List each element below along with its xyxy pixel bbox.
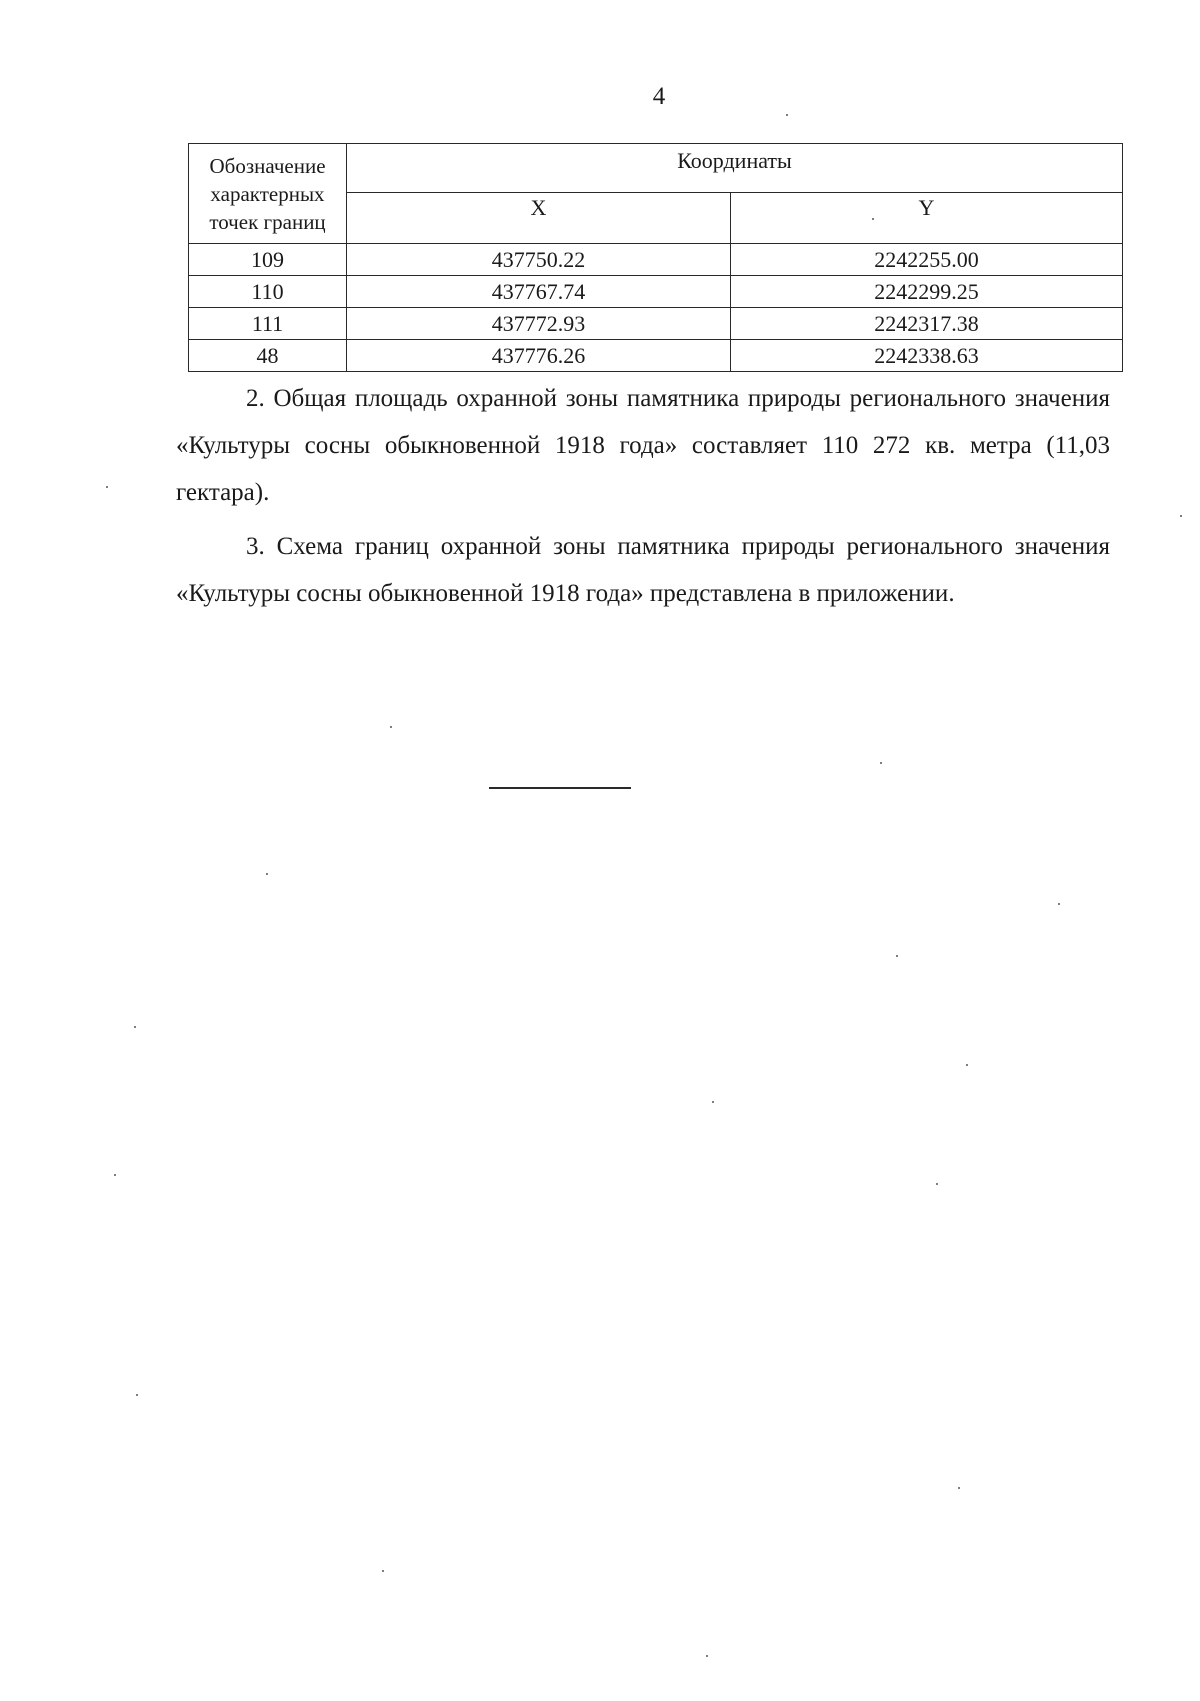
paragraph-boundary-scheme: 3. Схема границ охранной зоны памятника природы регионального значения «Культуры сосны обыкновенной 1918 года» представлена в приложении. [176,533,1110,607]
scan-speck [106,486,108,488]
table-row [189,308,1123,340]
x-cell: 437776.26 [347,340,731,372]
page-number: 4 [652,83,666,110]
scan-speck [786,114,788,116]
table-row [189,244,1123,276]
scan-speck [712,1101,714,1103]
scan-speck [1180,515,1182,517]
scan-speck [706,1655,708,1657]
scan-speck [958,1487,960,1489]
y-cell: 2242255.00 [731,244,1123,276]
y-cell: 2242338.63 [731,340,1123,372]
table-row [189,340,1123,372]
scan-speck [1058,903,1060,905]
y-column-header: Y [731,193,1123,244]
scan-speck [134,1026,136,1028]
scan-speck [896,955,898,957]
scan-speck [136,1394,138,1396]
y-cell: 2242299.25 [731,276,1123,308]
scan-speck [390,726,392,728]
scan-speck [936,1183,938,1185]
point-cell: 109 [189,244,347,276]
paragraph-total-area: 2. Общая площадь охранной зоны памятника природы регионального значения «Культуры сосны обыкновенной 1918 года» составляет 110 272 кв. метра (11,03 гектара). [176,385,1110,506]
table-row [189,276,1123,308]
point-cell: 48 [189,340,347,372]
end-of-text-rule [489,787,631,789]
coordinates-header: Координаты [347,144,1123,193]
scan-speck [966,1064,968,1066]
y-cell: 2242317.38 [731,308,1123,340]
point-cell: 111 [189,308,347,340]
point-designation-header: Обозначение характерных точек границ [189,144,347,244]
x-cell: 437772.93 [347,308,731,340]
x-cell: 437767.74 [347,276,731,308]
scan-speck [872,218,874,220]
scan-speck [382,1570,384,1572]
scan-speck [880,762,882,764]
scan-speck [266,873,268,875]
point-cell: 110 [189,276,347,308]
x-cell: 437750.22 [347,244,731,276]
scan-speck [114,1174,116,1176]
coordinates-table [188,143,1123,372]
x-column-header: X [347,193,731,244]
